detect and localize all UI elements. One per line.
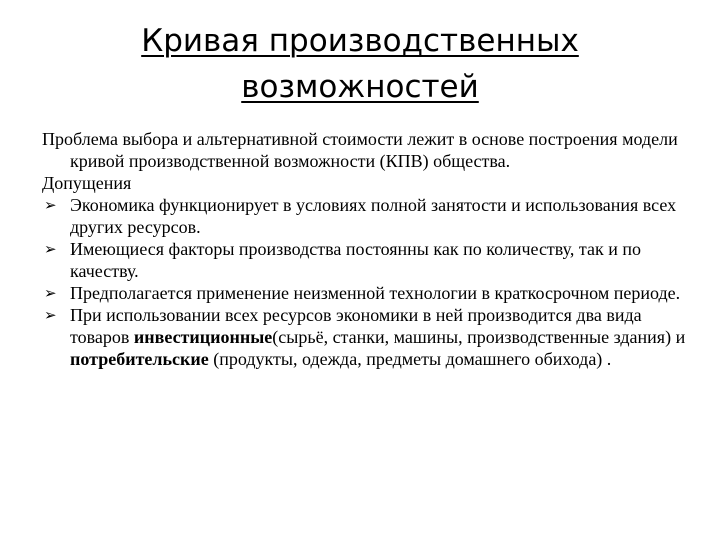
intro-paragraph: Проблема выбора и альтернативной стоимости лежит в основе построения модели кривой производственной возможности (КПВ) общества.: [42, 129, 678, 171]
list-item: [42, 304, 702, 370]
slide-title: [60, 18, 660, 110]
bullet-text-part: (сырьё, станки, машины, производственные здания) и: [272, 327, 686, 347]
arrow-right-icon: ➢: [44, 196, 57, 214]
arrow-right-icon: ➢: [44, 284, 57, 302]
slide-body: [42, 128, 702, 370]
assumptions-heading: Допущения: [42, 173, 132, 193]
title-line-2: возможностей: [241, 69, 479, 105]
bold-term-investment: инвестиционные: [133, 327, 273, 347]
list-item: [42, 282, 702, 304]
title-line-1: Кривая производственных: [141, 23, 579, 59]
arrow-right-icon: ➢: [44, 240, 57, 258]
bullet-text-part: (продукты, одежда, предметы домашнего обихода) .: [208, 349, 612, 369]
list-item: [42, 194, 702, 238]
list-item: [42, 238, 702, 282]
bullet-text-part: При использовании всех ресурсов экономики в ней производится два вида товаров: [70, 305, 642, 347]
bold-term-consumer: потребительские: [70, 349, 209, 369]
bullet-text: Предполагается применение неизменной технологии в краткосрочном периоде.: [70, 283, 681, 303]
arrow-right-icon: ➢: [44, 306, 57, 324]
assumptions-list: [42, 194, 702, 370]
bullet-text: Экономика функционирует в условиях полной занятости и использования всех других ресурсов.: [70, 195, 677, 237]
bullet-text: Имеющиеся факторы производства постоянны как по количеству, так и по качеству.: [70, 239, 641, 281]
